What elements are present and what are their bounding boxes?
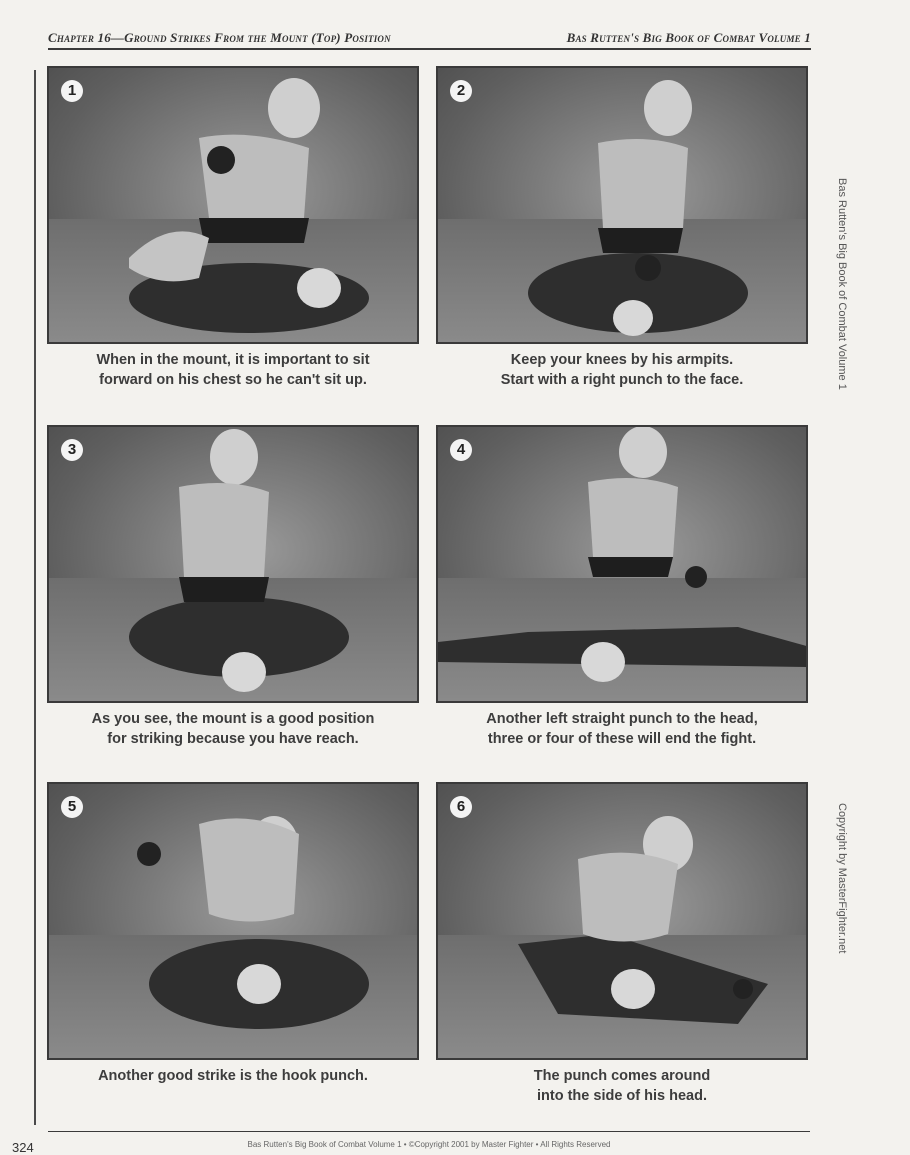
photo-5: [47, 782, 419, 1060]
caption-4: Another left straight punch to the head, three or four of these will end the fight.: [486, 711, 758, 747]
step-number: 5: [61, 796, 83, 818]
footer-copyright: Bas Rutten's Big Book of Combat Volume 1 • ©Copyright 2001 by Master Fighter • All Rights Reserved: [247, 1140, 611, 1149]
step-number: 3: [61, 439, 83, 461]
footer-rule: [48, 1131, 810, 1132]
photo-4: [436, 425, 808, 703]
photo-2: [436, 66, 808, 344]
side-book-title: Bas Rutten's Big Book of Combat Volume 1: [836, 178, 848, 390]
caption-2: Keep your knees by his armpits. Start with a right punch to the face.: [500, 352, 744, 388]
step-number: 4: [450, 439, 472, 461]
photo-6: [436, 782, 808, 1060]
page-header: [48, 26, 811, 50]
photo-1: [47, 66, 419, 344]
chapter-title: Chapter 16—Ground Strikes From the Mount (Top) Position: [48, 30, 391, 45]
caption-5: Another good strike is the hook punch.: [98, 1068, 368, 1084]
caption-3: As you see, the mount is a good position for striking because you have reach.: [91, 711, 375, 747]
step-number: 1: [61, 80, 83, 102]
step-number: 2: [450, 80, 472, 102]
caption-6: The punch comes around into the side of his head.: [533, 1068, 711, 1104]
book-title: Bas Rutten's Big Book of Combat Volume 1: [566, 30, 811, 45]
page-number: 324: [12, 1140, 34, 1155]
photo-3: [47, 425, 419, 703]
left-margin-rule: [34, 70, 36, 1125]
caption-1: When in the mount, it is important to sit forward on his chest so he can't sit up.: [96, 352, 370, 388]
step-number: 6: [450, 796, 472, 818]
side-copyright: Copyright by MasterFighter.net: [836, 803, 848, 954]
